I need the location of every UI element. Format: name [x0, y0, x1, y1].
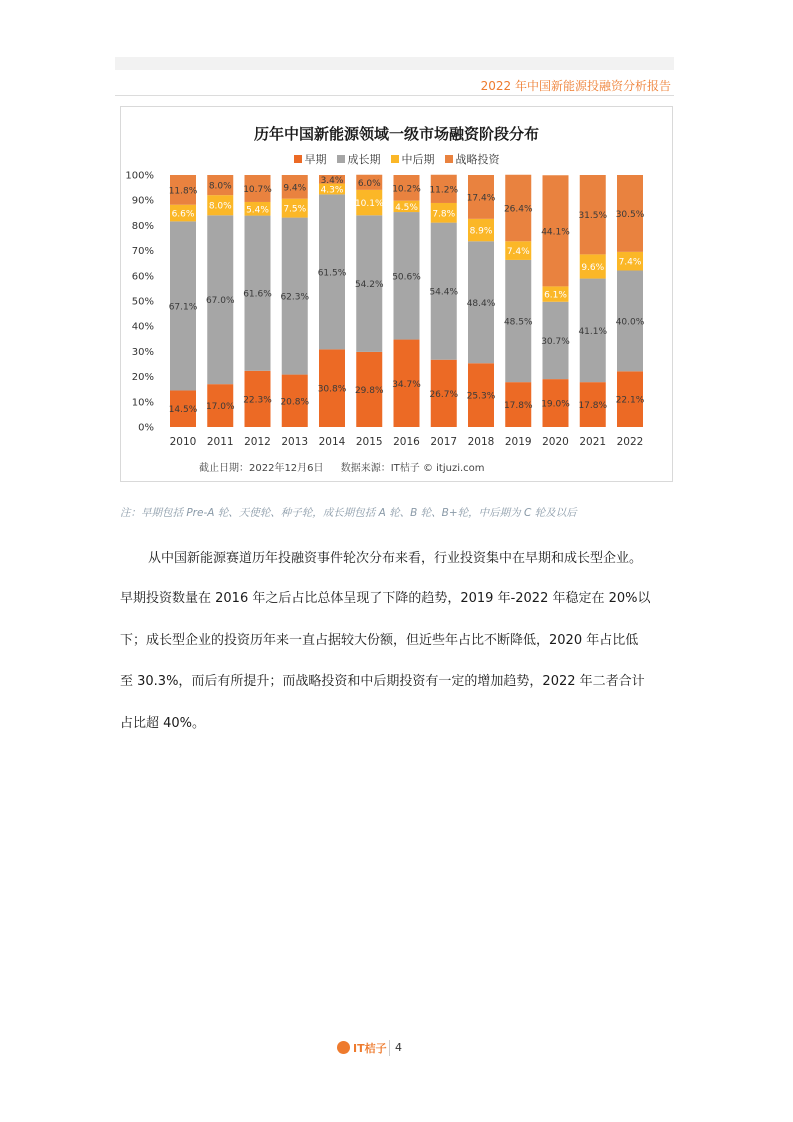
data-label: 54.4%: [429, 287, 459, 298]
x-tick-label: 2012: [244, 436, 271, 448]
legend-item: [337, 151, 381, 167]
data-label: 19.0%: [541, 399, 570, 410]
x-tick-label: 2015: [355, 436, 383, 448]
y-tick-label: 80%: [131, 220, 154, 232]
legend-item: [445, 151, 500, 167]
header-divider: [115, 95, 674, 96]
x-tick-label: 2014: [318, 436, 346, 448]
data-label: 9.4%: [283, 183, 307, 194]
data-label: 62.3%: [280, 292, 310, 303]
data-label: 22.1%: [615, 395, 645, 406]
page-number: 4: [395, 1041, 402, 1054]
data-label: 5.4%: [246, 205, 269, 216]
data-label: 61.6%: [243, 289, 272, 300]
data-label: 11.2%: [429, 185, 459, 196]
data-label: 34.7%: [392, 379, 421, 390]
data-label: 8.0%: [208, 201, 232, 212]
chart-panel: [120, 106, 673, 482]
data-label: 22.3%: [243, 395, 272, 406]
data-label: 26.7%: [429, 389, 459, 400]
data-label: 54.2%: [354, 280, 384, 291]
x-tick-label: 2013: [281, 436, 309, 448]
legend-swatch: [445, 155, 453, 163]
x-tick-label: 2018: [467, 436, 495, 448]
data-label: 26.4%: [503, 204, 533, 215]
y-tick-label: 0%: [138, 422, 154, 434]
data-label: 30.5%: [615, 209, 645, 220]
y-tick-label: 30%: [131, 346, 154, 358]
data-label: 17.4%: [466, 193, 496, 204]
data-label: 17.8%: [578, 401, 608, 412]
data-label: 10.2%: [392, 184, 421, 195]
data-label: 6.6%: [171, 209, 195, 220]
data-label: 40.0%: [615, 317, 645, 328]
paragraph-line: 从中国新能源赛道历年投融资事件轮次分布来看，行业投资集中在早期和成长型企业。: [148, 551, 643, 566]
data-label: 7.5%: [283, 204, 307, 215]
data-label: 48.4%: [466, 298, 496, 309]
report-title: 2022 年中国新能源投融资分析报告: [480, 79, 671, 93]
data-label: 7.4%: [506, 247, 530, 258]
data-label: 4.5%: [395, 202, 418, 213]
data-label: 61.5%: [317, 268, 347, 279]
data-label: 17.8%: [503, 401, 533, 412]
header-band: [115, 57, 674, 70]
footer-divider: [389, 1040, 390, 1056]
source-date: 截止日期：2022年12月6日: [199, 463, 324, 474]
data-label: 8.9%: [469, 226, 493, 237]
data-label: 14.5%: [168, 405, 198, 416]
y-tick-label: 60%: [131, 271, 154, 283]
data-label: 67.0%: [205, 296, 235, 307]
data-label: 8.0%: [208, 181, 232, 192]
footer-logo-text: IT桔子: [353, 1042, 387, 1055]
y-tick-label: 90%: [131, 195, 154, 207]
data-label: 44.1%: [541, 227, 570, 238]
x-tick-label: 2011: [206, 436, 234, 448]
y-tick-label: 50%: [131, 296, 154, 308]
chart-note: 注：早期包括 Pre-A 轮、天使轮、种子轮，成长期包括 A 轮、B 轮、B+轮，中后期为 C 轮及以后: [120, 507, 577, 519]
source-text: 数据来源：IT桔子 © itjuzi.com: [340, 463, 485, 474]
x-tick-label: 2019: [504, 436, 532, 448]
y-tick-label: 70%: [131, 246, 154, 258]
data-label: 31.5%: [578, 211, 608, 222]
data-label: 10.1%: [354, 199, 384, 210]
y-tick-label: 40%: [131, 321, 154, 333]
legend-swatch: [337, 155, 345, 163]
data-label: 29.8%: [354, 385, 384, 396]
paragraph-line: 下；成长型企业的投资历年来一直占据较大份额，但近些年占比不断降低，2020 年占比低: [120, 633, 639, 648]
y-tick-label: 10%: [131, 397, 154, 409]
data-label: 17.0%: [205, 402, 235, 413]
data-label: 11.8%: [168, 186, 198, 197]
y-tick-label: 20%: [131, 372, 154, 384]
data-label: 7.4%: [618, 257, 642, 268]
data-label: 10.7%: [243, 184, 272, 195]
chart-source: [199, 459, 485, 474]
paragraph-line: 至 30.3%，而后有所提升；而战略投资和中后期投资有一定的增加趋势，2022 年二者合计: [120, 674, 645, 689]
legend-label: 中后期: [401, 153, 435, 166]
x-tick-label: 2016: [393, 436, 420, 448]
chart-title: 历年中国新能源领域一级市场融资阶段分布: [253, 125, 539, 143]
data-label: 30.8%: [317, 384, 347, 395]
x-tick-label: 2020: [542, 436, 569, 448]
legend-item: [391, 151, 435, 167]
legend-label: 成长期: [347, 153, 381, 166]
legend-label: 战略投资: [455, 153, 500, 166]
data-label: 6.0%: [357, 178, 381, 189]
x-tick-label: 2017: [430, 436, 458, 448]
legend-swatch: [294, 155, 302, 163]
x-tick-label: 2010: [169, 436, 197, 448]
paragraph-line: 早期投资数量在 2016 年之后占比总体呈现了下降的趋势，2019 年-2022 年稳定在 20%以: [120, 591, 651, 606]
data-label: 30.7%: [541, 336, 570, 347]
data-label: 7.8%: [432, 209, 456, 220]
data-label: 48.5%: [503, 317, 533, 328]
x-tick-label: 2021: [579, 436, 607, 448]
orange-logo-icon: [337, 1041, 350, 1054]
data-label: 41.1%: [578, 326, 608, 337]
legend-swatch: [391, 155, 399, 163]
data-label: 6.1%: [544, 290, 567, 301]
data-label: 4.3%: [320, 185, 344, 196]
data-label: 3.4%: [320, 175, 344, 186]
data-label: 9.6%: [581, 262, 605, 273]
chart-legend: [121, 151, 672, 167]
data-label: 67.1%: [168, 302, 198, 313]
paragraph-line: 占比超 40%。: [120, 716, 206, 731]
data-label: 20.8%: [280, 397, 310, 408]
y-tick-label: 100%: [125, 170, 154, 182]
x-tick-label: 2022: [616, 436, 644, 448]
legend-item: [294, 151, 327, 167]
data-label: 50.6%: [392, 272, 421, 283]
legend-label: 早期: [304, 153, 327, 166]
data-label: 25.3%: [466, 391, 496, 402]
